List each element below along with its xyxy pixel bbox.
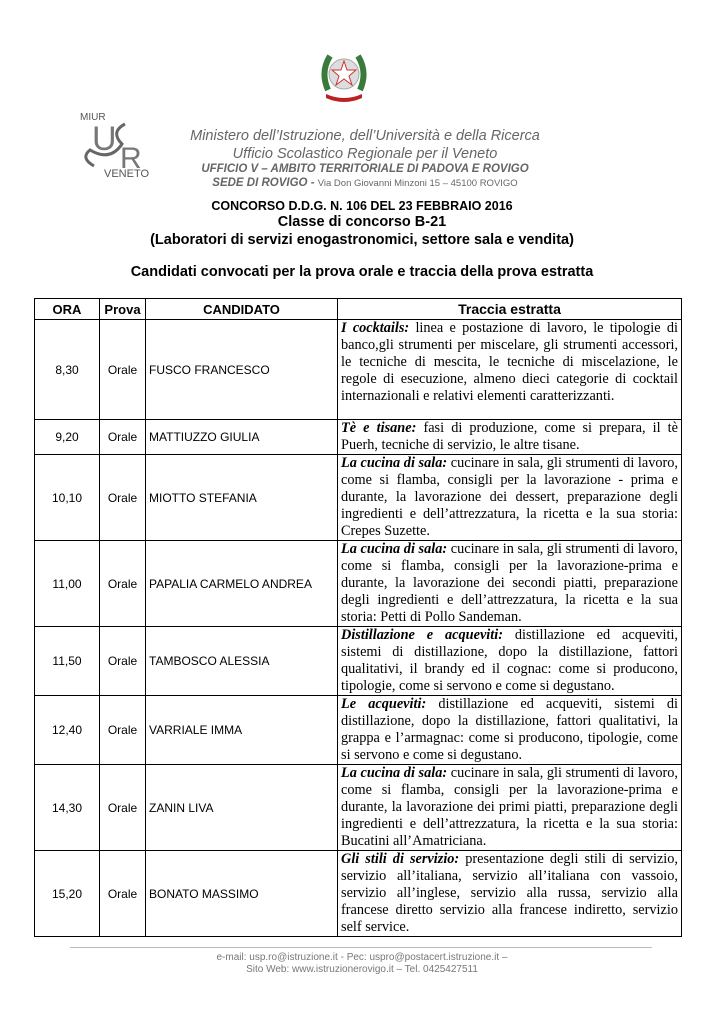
traccia-topic: Distillazione e acqueviti:	[341, 627, 503, 643]
cell-candidato: PAPALIA CARMELO ANDREA	[146, 541, 338, 627]
cell-traccia	[338, 541, 682, 627]
cell-traccia	[338, 696, 682, 765]
cell-ora: 11,50	[35, 627, 100, 696]
traccia-topic: La cucina di sala:	[341, 541, 448, 557]
cell-prova: Orale	[100, 455, 146, 541]
cell-prova: Orale	[100, 420, 146, 455]
cell-ora: 10,10	[35, 455, 100, 541]
traccia-text: fasi di produzione, come si prepara, il tè Puerh, tecniche di servizio, le altre tisane.	[341, 420, 678, 453]
candidates-table	[34, 298, 682, 937]
traccia-topic: Tè e tisane:	[341, 420, 417, 436]
usr-veneto-logo: MIUR U R VENETO	[80, 112, 150, 180]
table-row	[35, 696, 682, 765]
cell-candidato: MIOTTO STEFANIA	[146, 455, 338, 541]
cell-traccia	[338, 455, 682, 541]
cell-traccia	[338, 765, 682, 851]
ministry-name: Ministero dell’Istruzione, dell’Università e della Ricerca	[190, 128, 540, 144]
cell-ora: 11,00	[35, 541, 100, 627]
cell-candidato: ZANIN LIVA	[146, 765, 338, 851]
cell-traccia	[338, 420, 682, 455]
traccia-text: distillazione ed acqueviti, sistemi di distillazione, dopo la distillazione, fattori qualitativi, il brandy ed il cognac: come si producono, tipologie, come si servono e come si degustano.	[341, 627, 678, 694]
subtitle: Candidati convocati per la prova orale e traccia della prova estratta	[130, 264, 594, 280]
cell-ora: 15,20	[35, 851, 100, 937]
traccia-topic: Le acqueviti:	[341, 696, 427, 712]
traccia-topic: La cucina di sala:	[341, 765, 448, 781]
cell-prova: Orale	[100, 696, 146, 765]
traccia-topic: I cocktails:	[341, 320, 410, 336]
cell-ora: 8,30	[35, 320, 100, 420]
class-description: (Laboratori di servizi enogastronomici, settore sala e vendita)	[150, 232, 574, 248]
cell-candidato: BONATO MASSIMO	[146, 851, 338, 937]
cell-traccia	[338, 851, 682, 937]
table-row	[35, 765, 682, 851]
seat-line	[160, 177, 570, 189]
cell-prova: Orale	[100, 541, 146, 627]
header-candidato: CANDIDATO	[146, 299, 338, 320]
footer-website: Sito Web: www.istruzionerovigo.it – Tel. 0425427511	[246, 964, 478, 975]
cell-candidato: TAMBOSCO ALESSIA	[146, 627, 338, 696]
header-traccia: Traccia estratta	[338, 299, 682, 320]
seat-label: SEDE DI ROVIGO -	[212, 177, 315, 189]
header-ora: ORA	[35, 299, 100, 320]
italian-republic-emblem	[318, 48, 370, 104]
traccia-topic: La cucina di sala:	[341, 455, 448, 471]
table-row	[35, 420, 682, 455]
address: Via Don Giovanni Minzoni 15 – 45100 ROVIGO	[317, 178, 518, 189]
traccia-text: distillazione ed acqueviti, sistemi di distillazione, dopo la distillazione, fattori qualitativi, la grappa e l’armagnac: come si producono, tipologie, come si servono e come si degustano.	[341, 696, 678, 763]
cell-candidato: VARRIALE IMMA	[146, 696, 338, 765]
traccia-text: cucinare in sala, gli strumenti di lavoro, come si flamba, consigli per la lavorazione - prima e durante, la lavorazione dei dessert, preparazione degli ingredienti e dell’attrezzatura, la ricetta e la sua storia: Crepes Suzette.	[341, 455, 678, 539]
cell-ora: 14,30	[35, 765, 100, 851]
table-row	[35, 455, 682, 541]
cell-prova: Orale	[100, 627, 146, 696]
cell-traccia	[338, 320, 682, 420]
traccia-text: cucinare in sala, gli strumenti di lavoro, come si flamba, consigli per la lavorazione-prima e durante, la lavorazione dei primi piatti, preparazione degli ingredienti e dell’attrezzatura, la ricetta e la sua storia: Bucatini all’Amatriciana.	[341, 765, 678, 849]
table-row	[35, 851, 682, 937]
traccia-text: presentazione degli stili di servizio, servizio all’italiana, servizio all’italiana con vassoio, servizio all’inglese, servizio alla russa, servizio alla francese diretto servizio alla francese indiretto, servizio self service.	[341, 851, 678, 935]
table-row	[35, 627, 682, 696]
cell-traccia	[338, 627, 682, 696]
competition-title: CONCORSO D.D.G. N. 106 DEL 23 FEBBRAIO 2016	[211, 199, 513, 213]
unit-name: UFFICIO V – AMBITO TERRITORIALE DI PADOVA E ROVIGO	[201, 163, 529, 175]
office-name: Ufficio Scolastico Regionale per il Veneto	[232, 146, 498, 162]
cell-ora: 12,40	[35, 696, 100, 765]
table-header-row	[35, 299, 682, 320]
cell-candidato: MATTIUZZO GIULIA	[146, 420, 338, 455]
table-row	[35, 541, 682, 627]
cell-candidato: FUSCO FRANCESCO	[146, 320, 338, 420]
cell-prova: Orale	[100, 851, 146, 937]
cell-prova: Orale	[100, 320, 146, 420]
footer-contacts: e-mail: usp.ro@istruzione.it - Pec: uspro@postacert.istruzione.it –	[216, 952, 508, 963]
class-title: Classe di concorso B-21	[277, 214, 447, 230]
traccia-text: linea e postazione di lavoro, le tipologie di banco,gli strumenti per miscelare, gli strumenti accessori, le tecniche di mescita, le tecniche di miscelazione, le regole di esecuzione, almeno dieci categorie di cocktail internazionali e relativi elementi caratterizzanti.	[341, 320, 678, 404]
header-prova: Prova	[100, 299, 146, 320]
traccia-text: cucinare in sala, gli strumenti di lavoro, come si flamba, consigli per la lavorazione-prima e durante, la lavorazione dei secondi piatti, preparazione degli ingredienti e dell’attrezzatura, la ricetta e la sua storia: Petti di Pollo Sandeman.	[341, 541, 678, 625]
table-row	[35, 320, 682, 420]
traccia-topic: Gli stili di servizio:	[341, 851, 460, 867]
footer-divider	[70, 947, 652, 948]
cell-prova: Orale	[100, 765, 146, 851]
cell-ora: 9,20	[35, 420, 100, 455]
